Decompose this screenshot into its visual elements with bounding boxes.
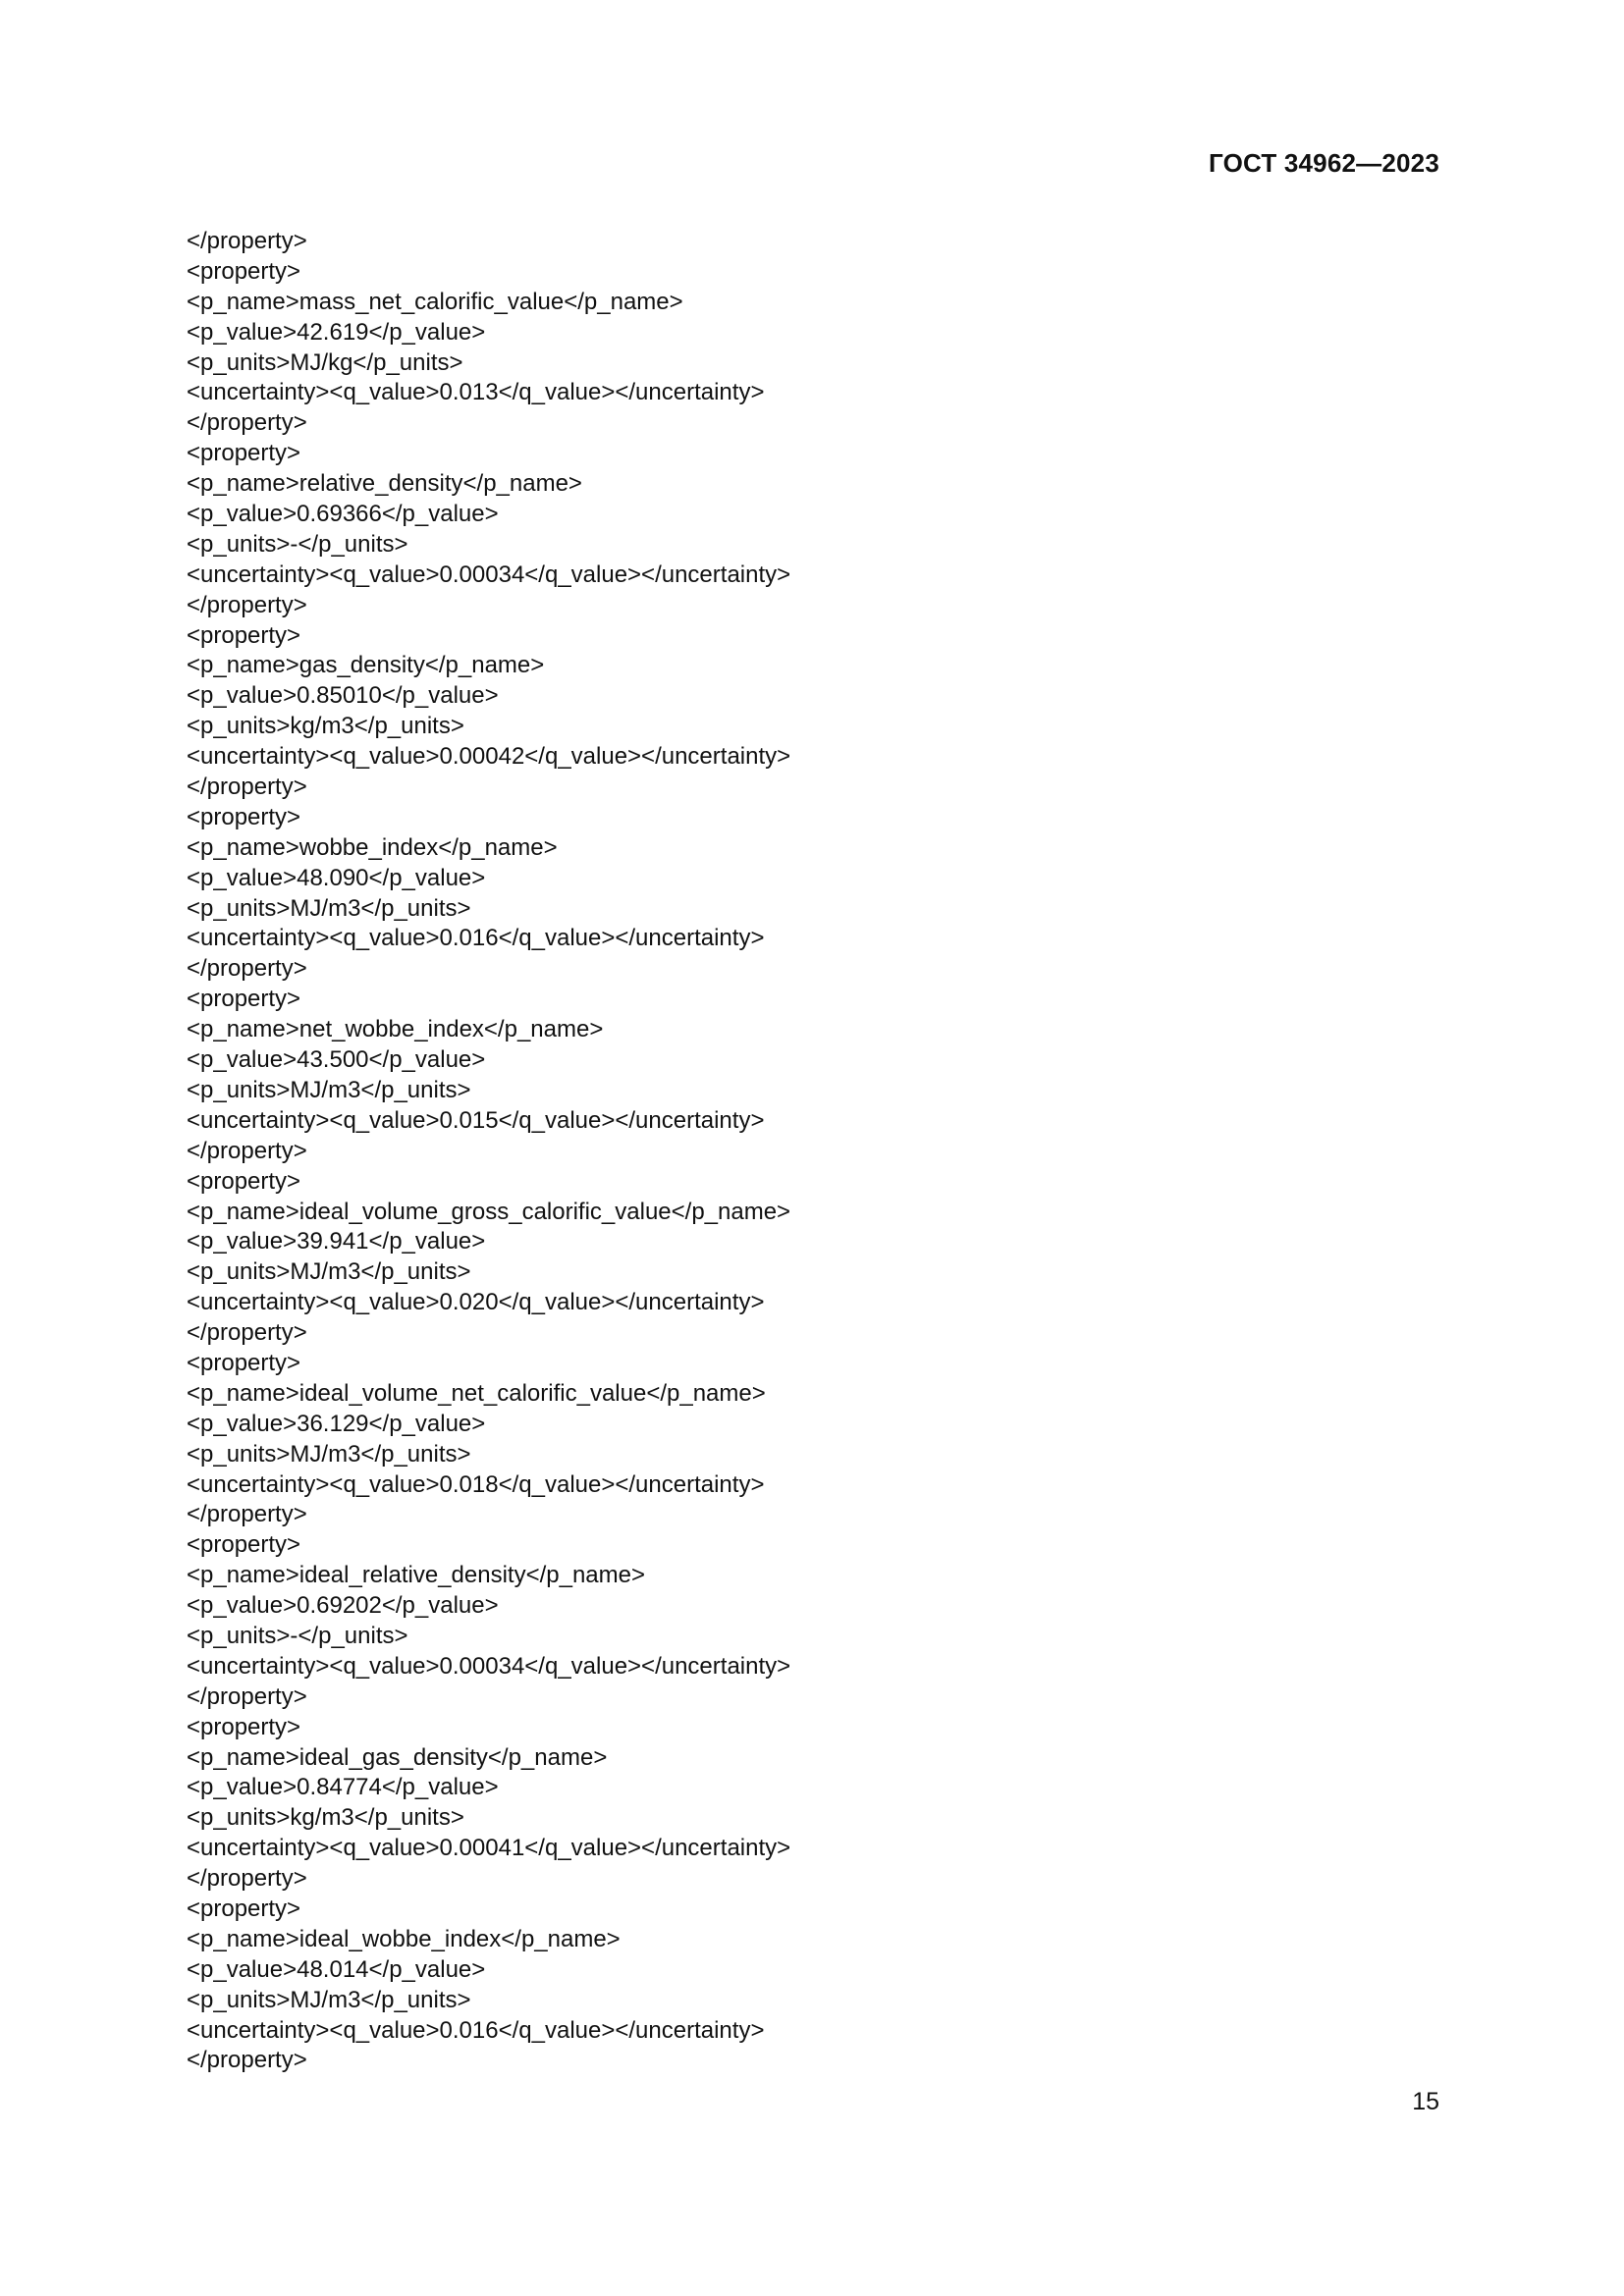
xml-line: <p_value>0.84774</p_value>: [187, 1774, 499, 1801]
xml-line: <p_value>0.85010</p_value>: [187, 682, 499, 710]
xml-line: <p_units>kg/m3</p_units>: [187, 1804, 464, 1832]
xml-line: <p_units>MJ/m3</p_units>: [187, 1986, 471, 2013]
xml-line: <property>: [187, 1167, 301, 1195]
xml-line: <p_units>MJ/m3</p_units>: [187, 1258, 471, 1286]
xml-line: <p_units>MJ/m3</p_units>: [187, 1076, 471, 1103]
xml-line: <p_units>kg/m3</p_units>: [187, 713, 464, 740]
xml-line: <property>: [187, 1895, 301, 1922]
xml-line: <p_value>0.69202</p_value>: [187, 1592, 499, 1620]
xml-line: <p_name>ideal_gas_density</p_name>: [187, 1743, 608, 1771]
xml-line: <uncertainty><q_value>0.013</q_value></uncertainty>: [187, 379, 765, 406]
xml-line: <p_value>42.619</p_value>: [187, 318, 486, 346]
xml-line: <property>: [187, 986, 301, 1013]
xml-line: <p_units>MJ/kg</p_units>: [187, 348, 463, 376]
xml-line: <property>: [187, 257, 301, 285]
xml-line: </property>: [187, 1682, 307, 1710]
xml-line: <p_name>ideal_wobbe_index</p_name>: [187, 1925, 621, 1952]
xml-line: </property>: [187, 1865, 307, 1893]
xml-line: </property>: [187, 2047, 307, 2074]
xml-line: <p_units>-</p_units>: [187, 1622, 408, 1649]
xml-line: <uncertainty><q_value>0.016</q_value></uncertainty>: [187, 2016, 765, 2044]
xml-line: <property>: [187, 803, 301, 830]
xml-line: <p_units>MJ/m3</p_units>: [187, 1440, 471, 1468]
xml-line: <p_name>mass_net_calorific_value</p_name>: [187, 288, 683, 315]
xml-line: <uncertainty><q_value>0.018</q_value></uncertainty>: [187, 1470, 765, 1498]
xml-line: <uncertainty><q_value>0.00042</q_value></uncertainty>: [187, 743, 791, 771]
xml-line: <p_name>gas_density</p_name>: [187, 652, 545, 679]
xml-line: </property>: [187, 591, 307, 618]
xml-line: </property>: [187, 1137, 307, 1164]
xml-line: <uncertainty><q_value>0.020</q_value></uncertainty>: [187, 1289, 765, 1316]
xml-line: <p_name>ideal_volume_net_calorific_value</p_name>: [187, 1379, 766, 1407]
xml-line: <p_name>wobbe_index</p_name>: [187, 833, 558, 861]
document-header: ГОСТ 34962—2023: [1209, 148, 1439, 178]
page-number: 15: [1412, 2088, 1439, 2115]
xml-line: <property>: [187, 1349, 301, 1376]
xml-line: </property>: [187, 1501, 307, 1528]
xml-line: </property>: [187, 228, 307, 254]
xml-line: <uncertainty><q_value>0.00041</q_value></uncertainty>: [187, 1835, 791, 1862]
xml-line: <uncertainty><q_value>0.016</q_value></uncertainty>: [187, 925, 765, 952]
xml-listing: [187, 227, 1365, 2076]
xml-line: <uncertainty><q_value>0.00034</q_value></uncertainty>: [187, 1652, 791, 1680]
xml-line: <p_value>48.090</p_value>: [187, 864, 486, 891]
xml-line: <uncertainty><q_value>0.015</q_value></uncertainty>: [187, 1106, 765, 1134]
xml-line: </property>: [187, 1319, 307, 1347]
xml-line: <p_name>ideal_relative_density</p_name>: [187, 1562, 646, 1589]
xml-line: <uncertainty><q_value>0.00034</q_value></uncertainty>: [187, 561, 791, 588]
xml-line: </property>: [187, 409, 307, 437]
xml-line: <p_name>net_wobbe_index</p_name>: [187, 1016, 604, 1043]
xml-line: <p_units>MJ/m3</p_units>: [187, 894, 471, 922]
xml-line: <p_value>36.129</p_value>: [187, 1410, 486, 1437]
xml-line: <p_value>39.941</p_value>: [187, 1228, 486, 1255]
xml-line: <p_units>-</p_units>: [187, 530, 408, 558]
xml-line: <property>: [187, 440, 301, 467]
xml-line: <p_value>0.69366</p_value>: [187, 501, 499, 528]
xml-line: <property>: [187, 1531, 301, 1559]
xml-line: <p_name>ideal_volume_gross_calorific_value</p_name>: [187, 1198, 791, 1225]
xml-line: <property>: [187, 1713, 301, 1740]
xml-line: </property>: [187, 774, 307, 801]
xml-line: <p_value>48.014</p_value>: [187, 1955, 486, 1983]
xml-line: <property>: [187, 621, 301, 649]
xml-line: <p_value>43.500</p_value>: [187, 1046, 486, 1074]
xml-line: <p_name>relative_density</p_name>: [187, 470, 582, 498]
xml-line: </property>: [187, 955, 307, 983]
